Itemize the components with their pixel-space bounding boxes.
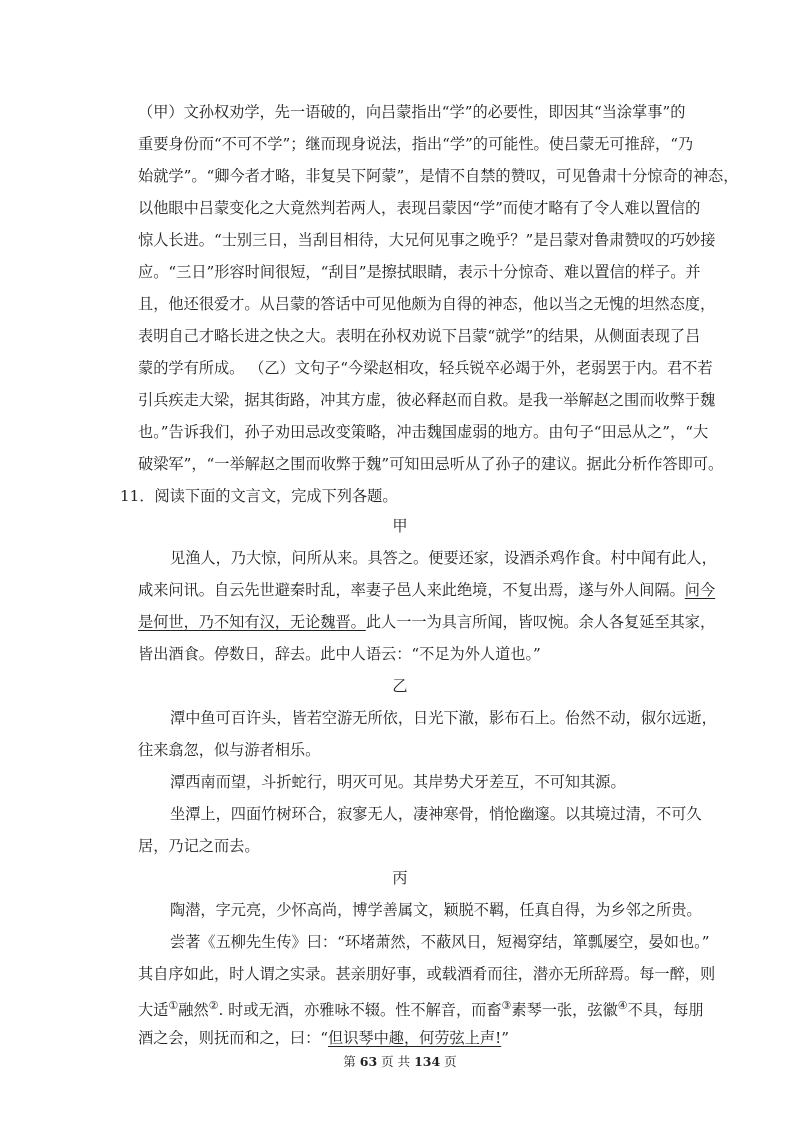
underlined-sentence: 问今: [684, 581, 716, 599]
passage-text: . 时或无酒，亦雅咏不辍。性不解音，而畜: [218, 1001, 502, 1020]
passage-text: ”: [501, 1029, 509, 1047]
footer-text: 页: [440, 1054, 457, 1069]
passage-text: 融然: [178, 1001, 209, 1020]
analysis-line: （甲）文孙权劝学，先一语破的，向吕蒙指出“学”的必要性，即因其“当涂掌事”的: [138, 103, 686, 121]
analysis-line: 始就学”。“卿今者才略，非复吴下阿蒙”，是情不自禁的赞叹，可见鲁肃十分惊奇的神态，: [138, 167, 739, 185]
passage-line: 往来翕忽，似与游者相乐。: [138, 741, 321, 759]
analysis-line: 也。”告诉我们，孙子劝田忌改变策略，冲击魏国虚弱的地方。由句子“田忌从之”，“大: [138, 423, 709, 441]
analysis-line: 蒙的学有所成。 （乙）文句子“今梁赵相攻，轻兵锐卒必竭于外，老弱罢于内。君不若: [138, 359, 713, 377]
passage-line: 皆出酒食。停数日，辞去。此中人语云：“不足为外人道也。”: [138, 645, 541, 663]
passage-heading-jia: 甲: [392, 517, 408, 535]
passage-line: 坐潭上，四面竹树环合，寂寥无人，凄神寒骨，悄怆幽邃。以其境过清，不可久: [170, 805, 702, 823]
footer-text: 页 共: [377, 1054, 415, 1069]
analysis-line: 应。“三日”形容时间很短，“刮目”是擦拭眼睛，表示十分惊奇、难以置信的样子。并: [138, 263, 701, 281]
analysis-line: 引兵疾走大梁，据其街路，冲其方虚，彼必释赵而自救。是我一举解赵之围而收弊于魏: [138, 391, 716, 409]
page-footer: [0, 1052, 800, 1072]
passage-text: 酒之会，则抚而和之，曰：“: [138, 1029, 329, 1047]
passage-line: 潭西南而望，斗折蛇行，明灭可见。其岸势犬牙差互，不可知其源。: [170, 773, 626, 791]
passage-line: 潭中鱼可百许头，皆若空游无所依，日光下澈，影布石上。佁然不动，俶尔远逝，: [170, 709, 717, 727]
passage-line: [138, 580, 716, 600]
footnote-marker: ③: [501, 999, 512, 1012]
analysis-line: 破梁军”，“一举解赵之围而收弊于魏”可知田忌听从了孙子的建议。据此分析作答即可。: [138, 455, 724, 473]
analysis-line: 且，他还很爱才。从吕蒙的答话中可见他颇为自得的神态，他以当之无愧的坦然态度，: [138, 295, 716, 313]
passage-line: 见渔人，乃大惊，问所从来。具答之。便要还家，设酒杀鸡作食。村中闻有此人，: [170, 549, 717, 567]
passage-line: [138, 996, 704, 1020]
analysis-line: 表明自己才略长进之快之大。表明在孙权劝说下吕蒙“就学”的结果，从侧面表现了吕: [138, 327, 701, 345]
total-pages: 134: [414, 1054, 441, 1069]
passage-line: 其自序如此，时人谓之实录。甚亲朋好事，或载酒肴而往，潜亦无所辞焉。每一醉，则: [138, 965, 716, 983]
passage-text: 此人一一为具言所闻，皆叹惋。余人各复延至其家，: [365, 613, 716, 631]
passage-line: [138, 1028, 698, 1048]
passage-line: 陶潜，字元亮，少怀高尚，博学善属文，颖脱不羁，任真自得，为乡邻之所贵。: [170, 901, 702, 919]
question-prompt: [120, 486, 680, 506]
passage-text: 素琴一张，弦徽: [511, 1001, 618, 1020]
footnote-marker: ②: [208, 999, 219, 1012]
passage-text: 大适: [138, 1001, 169, 1020]
analysis-line: 以他眼中吕蒙变化之大竟然判若两人，表现吕蒙因“学”而使才略有了令人难以置信的: [138, 199, 701, 217]
current-page-number: 63: [359, 1054, 378, 1069]
footnote-marker: ④: [617, 999, 628, 1012]
passage-text: 不具，每朋: [627, 1001, 704, 1020]
underlined-sentence: 但识琴中趣，何劳弦上声!: [328, 1029, 502, 1047]
passage-heading-yi: 乙: [392, 677, 408, 695]
footer-text: 第: [343, 1054, 360, 1069]
passage-heading-bing: 丙: [392, 869, 408, 887]
underlined-sentence: 是何世，乃不知有汉，无论魏晋。: [138, 613, 366, 631]
passage-text: 咸来问讯。自云先世避秦时乱，率妻子邑人来此绝境，不复出焉，遂与外人间隔。: [138, 581, 685, 599]
question-text: 阅读下面的文言文，完成下列各题。: [154, 487, 398, 505]
analysis-line: 重要身份而“不可不学”；继而现身说法，指出“学”的可能性。使吕蒙无可推辞，“乃: [138, 135, 694, 153]
footnote-marker: ①: [168, 999, 179, 1012]
analysis-line: 惊人长进。“士别三日，当刮目相待，大兄何见事之晚乎？”是吕蒙对鲁肃赞叹的巧妙接: [138, 231, 716, 249]
passage-line: 尝著《五柳先生传》曰：“环堵萧然，不蔽风日，短褐穿结，箪瓢屡空，晏如也。”: [170, 933, 710, 951]
question-number: 11．: [120, 487, 155, 505]
passage-line: 居，乃记之而去。: [138, 837, 260, 855]
passage-line: [138, 612, 716, 632]
